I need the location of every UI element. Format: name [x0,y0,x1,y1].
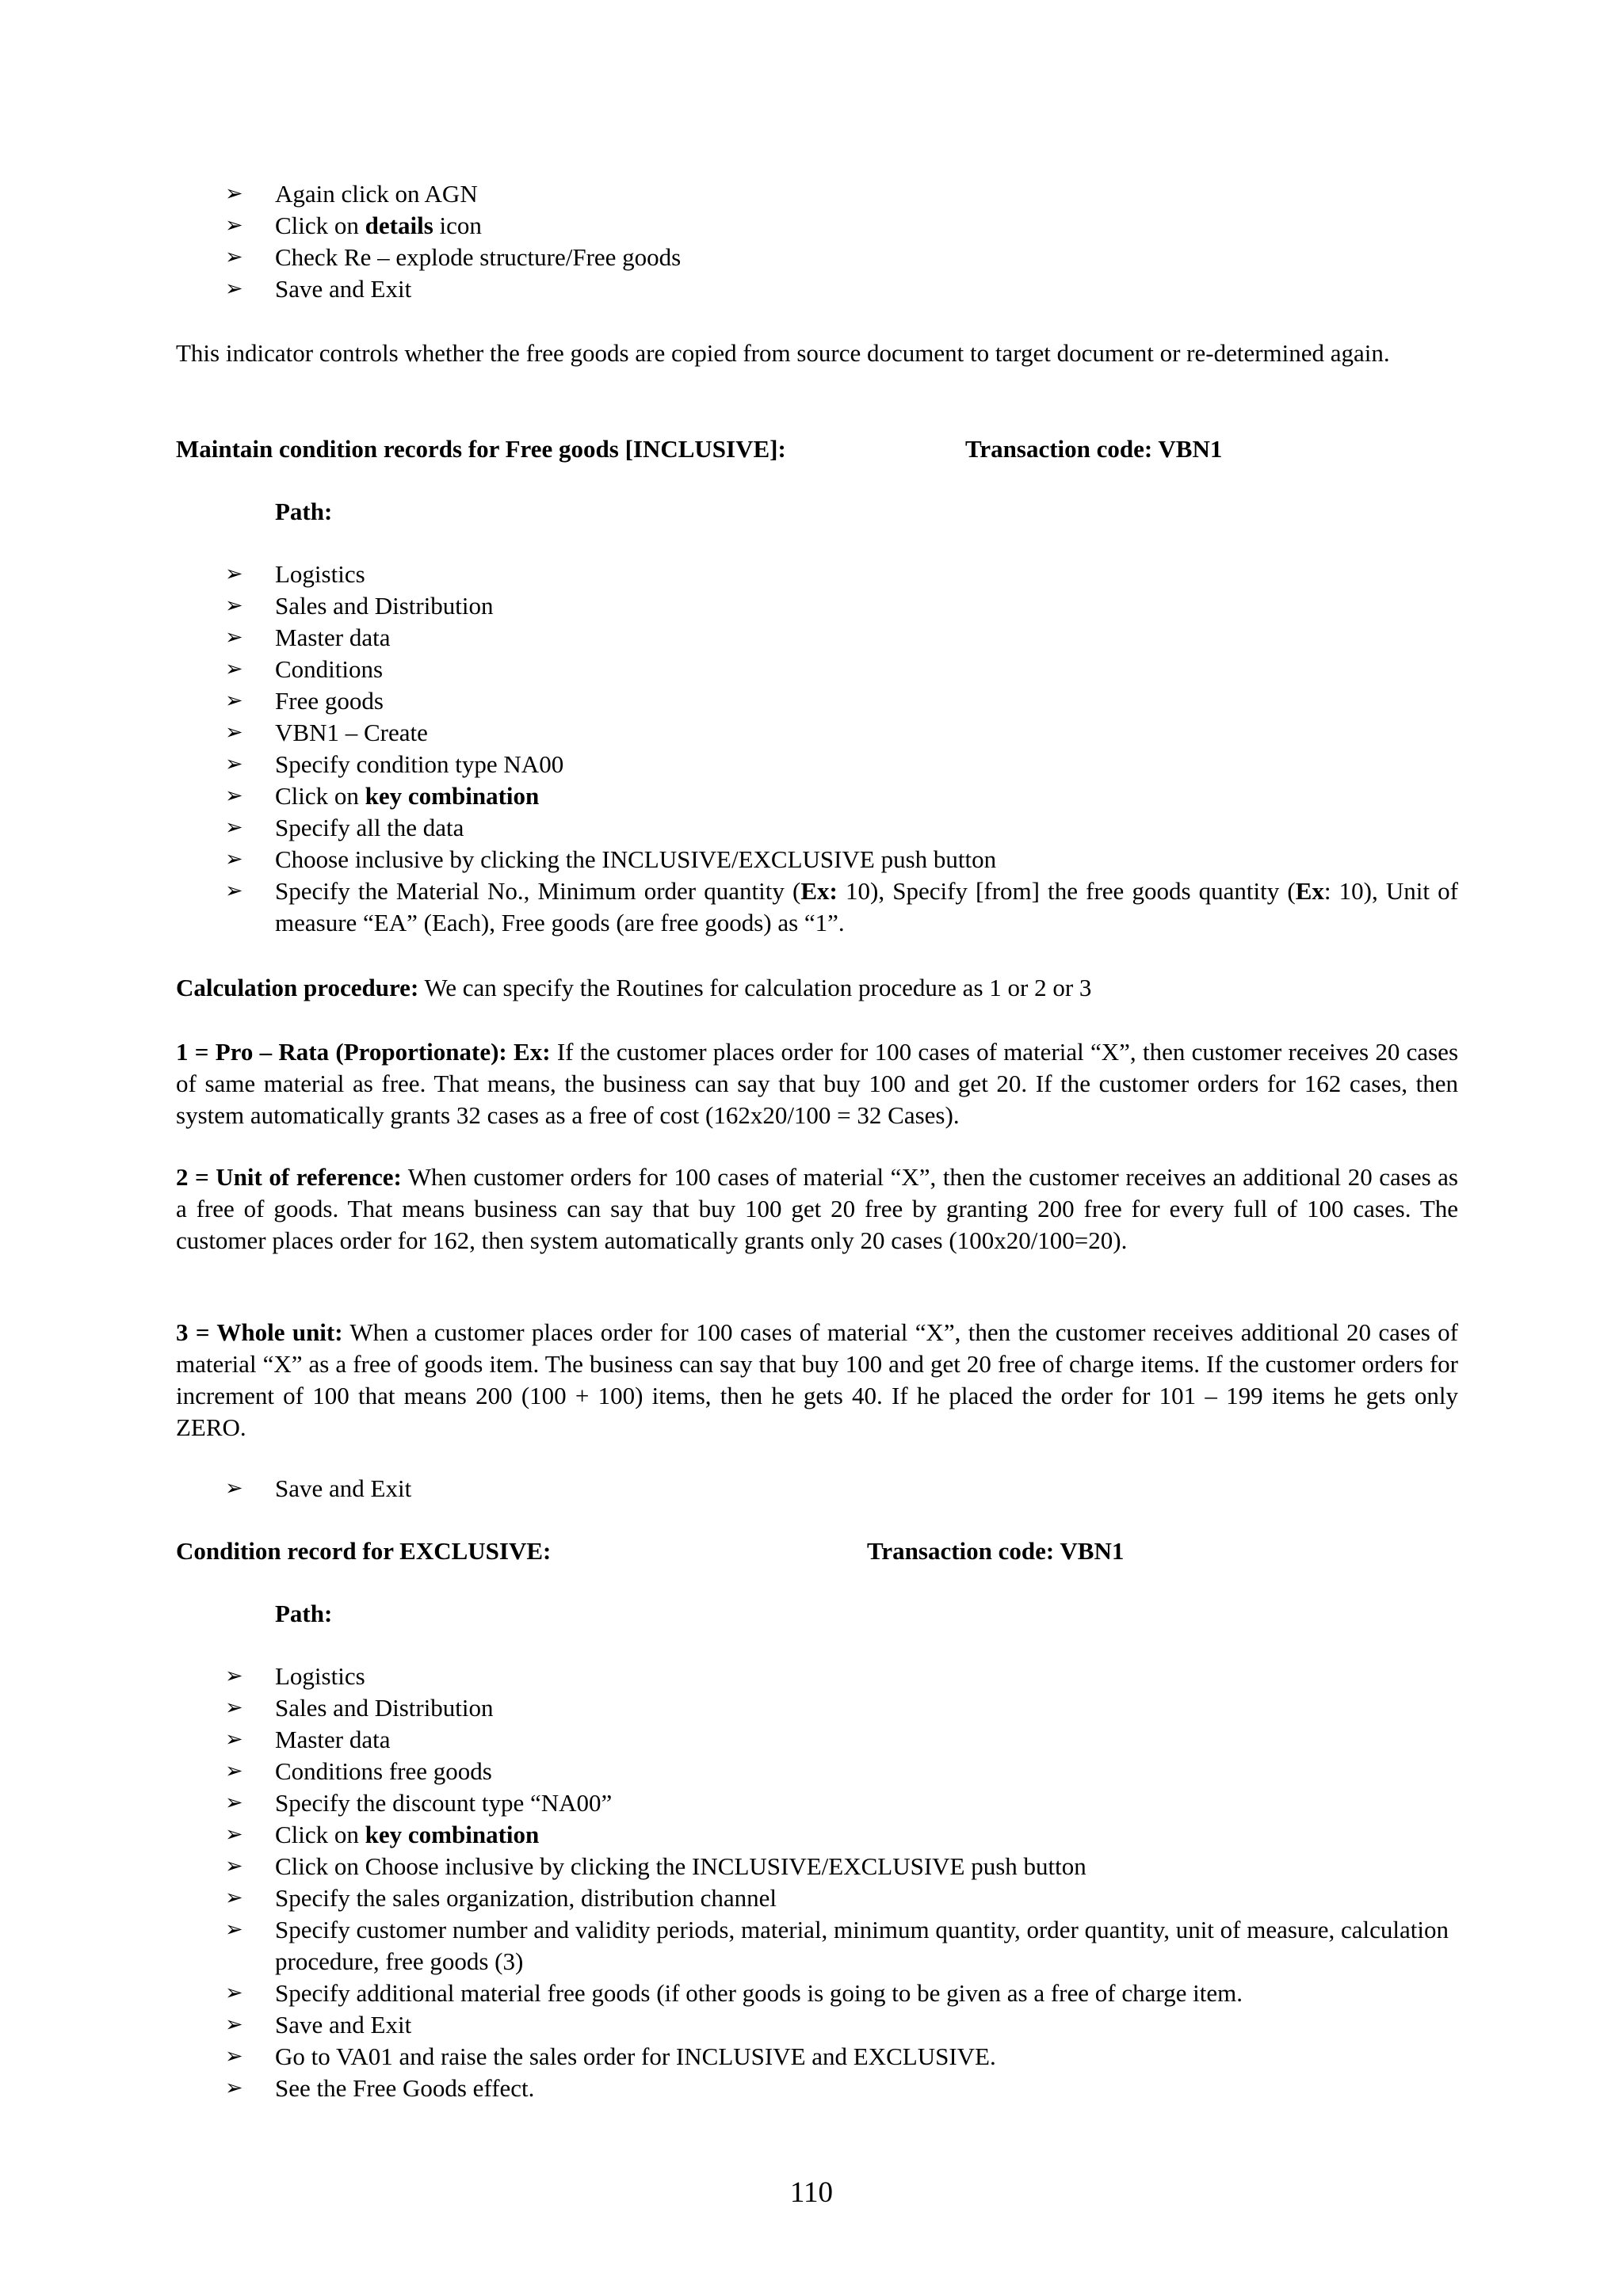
unit-ref-label: 2 = Unit of reference: [176,1163,402,1191]
list-item-text: Click on [275,212,365,239]
list-item-text: Sales and Distribution [275,592,494,620]
list-item [176,1756,1458,1787]
whole-unit-paragraph [176,1317,1458,1444]
list-item [176,242,1458,273]
calculation-procedure [176,972,1458,1004]
list-item-text: : 10), Unit of measure “EA” (Each), Free goods (are free goods) as “1”. [275,877,1458,936]
pro-rata-label: 1 = Pro – Rata (Proportionate): [176,1038,507,1066]
list-item-bold-text: details [365,212,433,239]
arrow-bullet-icon: ➢ [225,2044,243,2069]
arrow-bullet-icon: ➢ [225,2012,243,2037]
transaction-code-inclusive: Transaction code: VBN1 [965,435,1223,463]
arrow-bullet-icon: ➢ [225,181,243,206]
arrow-bullet-icon: ➢ [225,1822,243,1847]
list-item [176,1819,1458,1851]
arrow-bullet-icon: ➢ [225,1886,243,1910]
indicator-paragraph [176,338,1458,369]
list-item-text: Check Re – explode structure/Free goods [275,243,682,271]
arrow-bullet-icon: ➢ [225,720,243,745]
arrow-bullet-icon: ➢ [225,815,243,840]
list-item [176,717,1458,749]
list-item [176,1692,1458,1724]
arrow-bullet-icon: ➢ [225,752,243,776]
transaction-code-exclusive: Transaction code: VBN1 [867,1537,1125,1565]
list-item [176,812,1458,844]
arrow-bullet-icon: ➢ [225,277,243,301]
bullet-list-inclusive-path [176,559,1458,939]
arrow-bullet-icon: ➢ [225,879,243,903]
list-item-bold-text: Ex [1295,877,1324,905]
list-item-text: Conditions free goods [275,1757,492,1785]
arrow-bullet-icon: ➢ [225,1759,243,1783]
arrow-bullet-icon: ➢ [225,1727,243,1752]
bullet-list-save [176,1473,1458,1505]
list-item-text: Save and Exit [275,275,412,303]
list-item [176,559,1458,590]
arrow-bullet-icon: ➢ [225,784,243,808]
unit-ref-text: When customer orders for 100 cases of material “X”, then the customer receives an additional 20 cases as a free of goods. That means business can say that buy 100 get 20 free by granting 200 free for every full of 100 cases. The customer places order for 162, then system automatically grants only 20 cases (100x20/100=20). [176,1163,1459,1254]
list-item [176,178,1458,210]
list-item-text: Master data [275,1726,391,1753]
list-item [176,2073,1458,2104]
list-item [176,1787,1458,1819]
list-item-text: Specify all the data [275,814,464,841]
whole-unit-text: When a customer places order for 100 cases of material “X”, then the customer receives additional 20 cases of material “X” as a free of goods item. The business can say that buy 100 and get 20 free of charge items. If the customer orders for increment of 100 that means 200 (100 + 100) items, then he gets 40. If he placed the order for 101 – 199 items he gets only ZERO. [176,1318,1458,1441]
section-heading-inclusive: Maintain condition records for Free goods [INCLUSIVE]: [176,435,786,463]
arrow-bullet-icon: ➢ [225,1981,243,2005]
list-item [176,685,1458,717]
list-item-text: Specify the discount type “NA00” [275,1789,613,1817]
list-item-bold-text: key combination [365,782,540,810]
arrow-bullet-icon: ➢ [225,657,243,681]
arrow-bullet-icon: ➢ [225,562,243,586]
arrow-bullet-icon: ➢ [225,2076,243,2100]
whole-unit-label: 3 = Whole unit: [176,1318,343,1346]
list-item [176,1978,1458,2009]
unit-of-reference-paragraph [176,1161,1458,1257]
list-item-text: Specify additional material free goods (if other goods is going to be given as a free of charge item. [275,1979,1243,2007]
list-item [176,1473,1458,1505]
list-item-text: Sales and Distribution [275,1694,494,1722]
pro-rata-paragraph [176,1036,1458,1131]
list-item-text: See the Free Goods effect. [275,2074,535,2102]
list-item-text-suffix: icon [433,212,482,239]
list-item [176,844,1458,875]
list-item-text: Specify customer number and validity periods, material, minimum quantity, order quantity, unit of measure, calculation procedure, free goods (3) [275,1916,1449,1975]
list-item-text: Logistics [275,560,365,588]
arrow-bullet-icon: ➢ [225,1664,243,1688]
pro-rata-text: If the customer places order for 100 cases of material “X”, then customer receives 20 cases of same material as free. That means, the business can say that buy 100 and get 20. If the customer orders for 162 cases, then system automatically grants 32 cases as a free of cost (162x20/100 = 32 Cases). [176,1038,1459,1129]
arrow-bullet-icon: ➢ [225,1917,243,1942]
list-item-text: Click on [275,782,365,810]
list-item [176,654,1458,685]
list-item-bold-text: key combination [365,1821,540,1848]
list-item-text: Click on Choose inclusive by clicking the INCLUSIVE/EXCLUSIVE push button [275,1852,1086,1880]
calc-label: Calculation procedure: [176,974,419,1001]
arrow-bullet-icon: ➢ [225,625,243,650]
list-item [176,273,1458,305]
list-item [176,1851,1458,1882]
list-item-text: Choose inclusive by clicking the INCLUSIVE/EXCLUSIVE push button [275,845,997,873]
arrow-bullet-icon: ➢ [225,1854,243,1878]
page-number: 110 [789,2176,834,2209]
list-item [176,1724,1458,1756]
list-item-text: 10), Specify [from] the free goods quantity ( [837,877,1296,905]
path-label-exclusive: Path: [275,1600,333,1627]
arrow-bullet-icon: ➢ [225,245,243,269]
list-item-bold-text: Ex: [800,877,838,905]
list-item-text: Conditions [275,655,384,683]
list-item [176,1914,1458,1978]
arrow-bullet-icon: ➢ [225,688,243,713]
list-item-text: VBN1 – Create [275,719,428,746]
list-item [176,780,1458,812]
list-item-text: Specify the sales organization, distribution channel [275,1884,777,1912]
arrow-bullet-icon: ➢ [225,1695,243,1720]
list-item [176,2041,1458,2073]
list-item [176,590,1458,622]
bullet-list-steps [176,178,1458,305]
list-item [176,875,1458,939]
list-item [176,1661,1458,1692]
list-item-text: Specify the Material No., Minimum order quantity ( [275,877,801,905]
arrow-bullet-icon: ➢ [225,593,243,618]
arrow-bullet-icon: ➢ [225,1791,243,1815]
list-item-text: Go to VA01 and raise the sales order for INCLUSIVE and EXCLUSIVE. [275,2042,996,2070]
list-item-text: Free goods [275,687,384,715]
list-item [176,2009,1458,2041]
list-item-text: Save and Exit [275,2011,412,2039]
section-heading-exclusive: Condition record for EXCLUSIVE: [176,1537,552,1565]
list-item-text: Master data [275,624,391,651]
list-item-text: Again click on AGN [275,180,478,208]
list-item [176,210,1458,242]
calc-text: We can specify the Routines for calculation procedure as 1 or 2 or 3 [418,974,1092,1001]
list-item [176,749,1458,780]
list-item-text: Click on [275,1821,365,1848]
list-item [176,1882,1458,1914]
save-exit-text: Save and Exit [275,1474,412,1502]
arrow-bullet-icon: ➢ [225,213,243,238]
pro-rata-ex: Ex: [506,1038,551,1066]
list-item-text: Logistics [275,1662,365,1690]
indicator-text: This indicator controls whether the free goods are copied from source document to target document or re-determined again. [176,339,1390,367]
list-item-text: Specify condition type NA00 [275,750,564,778]
arrow-bullet-icon: ➢ [225,1476,243,1501]
arrow-bullet-icon: ➢ [225,847,243,871]
bullet-list-exclusive-path [176,1661,1458,2104]
path-label-inclusive: Path: [275,498,333,525]
list-item [176,622,1458,654]
